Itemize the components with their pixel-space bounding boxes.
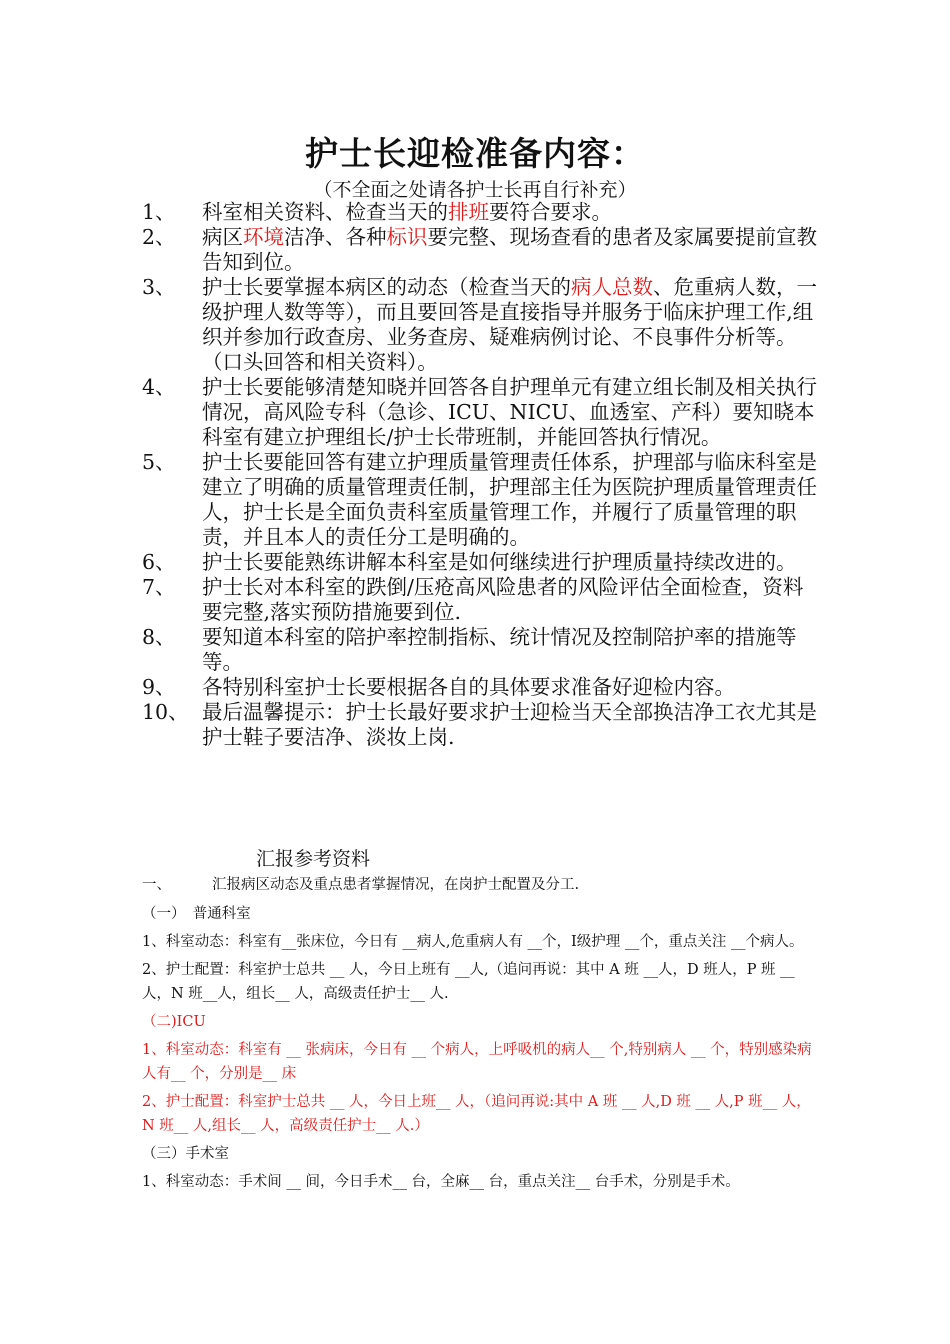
report-section-one-text: 汇报病区动态及重点患者掌握情况，在岗护士配置及分工. <box>212 877 580 893</box>
checklist-item-text: 护士长要能熟练讲解本科室是如何继续进行护理质量持续改进的。 <box>202 550 797 574</box>
icu-dynamics: 1、科室动态：科室有 __ 张病床，今日有 __ 个病人，上呼吸机的病人__ 个,特别病人 __ 个，特别感染病人有__ 个，分别是__ 床 <box>142 1042 812 1082</box>
operating-room-heading: （三）手术室 <box>142 1146 229 1162</box>
report-section-one <box>142 873 822 898</box>
checklist-item-number: 9、 <box>142 675 176 699</box>
checklist-item-number: 7、 <box>142 575 176 599</box>
icu-staffing: 2、护士配置：科室护士总共 __ 人，今日上班__ 人，（追问再说:其中 A 班 __ 人,D 班 __ 人,P 班__ 人，N 班__ 人,组长__ 人，高级责任护士__ 人.） <box>142 1094 811 1134</box>
checklist-item-text: 护士长要掌握本病区的动态（检查当天的病人总数、危重病人数，一级护理人数等等），而且要回答是直接指导并服务于临床护理工作,组织并参加行政查房、业务查房、疑难病例讨论、不良事件分析等。（口头回答和相关资料）。 <box>202 275 817 374</box>
checklist-item-text: 科室相关资料、检查当天的排班要符合要求。 <box>202 200 612 224</box>
checklist-item-number: 4、 <box>142 375 176 399</box>
checklist-item <box>142 200 822 225</box>
checklist-item-number: 10、 <box>142 700 189 724</box>
checklist-item-number: 8、 <box>142 625 176 649</box>
checklist-item <box>142 700 822 750</box>
checklist-item-number: 1、 <box>142 200 176 224</box>
checklist-item-number: 3、 <box>142 275 176 299</box>
general-dept-staffing: 2、护士配置：科室护士总共 __ 人，今日上班有 __人,（追问再说：其中 A 班 __人，D 班人，P 班 __人，N 班__人，组长__ 人，高级责任护士__ 人. <box>142 962 795 1002</box>
page-subtitle: （不全面之处请各护士长再自行补充） <box>313 179 637 201</box>
checklist-item-text: 护士长对本科室的跌倒/压疮高风险患者的风险评估全面检查，资料要完整,落实预防措施要到位. <box>202 575 804 624</box>
checklist-item-text: 最后温馨提示：护士长最好要求护士迎检当天全部换洁净工衣尤其是护士鞋子要洁净、淡妆上岗. <box>202 700 817 749</box>
checklist-item <box>142 225 822 275</box>
checklist-item-text: 要知道本科室的陪护率控制指标、统计情况及控制陪护率的措施等等。 <box>202 625 797 674</box>
report-section-one-num: 一、 <box>142 877 171 893</box>
checklist-item-text: 护士长要能够清楚知晓并回答各自护理单元有建立组长制及相关执行情况，高风险专科（急诊、ICU、NICU、血透室、产科）要知晓本科室有建立护理组长/护士长带班制，并能回答执行情况。 <box>202 375 817 449</box>
general-dept-heading: （一） 普通科室 <box>142 906 251 922</box>
page-title: 护士长迎检准备内容： <box>305 134 645 173</box>
general-dept-dynamics: 1、科室动态：科室有__张床位，今日有 __病人,危重病人有 __个，I级护理 __个，重点关注 __个病人。 <box>142 934 804 950</box>
checklist-item <box>142 625 822 675</box>
checklist-item <box>142 375 822 450</box>
checklist-item-text: 各特别科室护士长要根据各自的具体要求准备好迎检内容。 <box>202 675 735 699</box>
checklist-item <box>142 550 822 575</box>
checklist-item-text: 护士长要能回答有建立护理质量管理责任体系，护理部与临床科室是建立了明确的质量管理责任制，护理部主任为医院护理质量管理责任人，护士长是全面负责科室质量管理工作，并履行了质量管理的职责，并且本人的责任分工是明确的。 <box>202 450 817 549</box>
checklist-item <box>142 275 822 375</box>
checklist-item-number: 2、 <box>142 225 176 249</box>
icu-heading: （二)ICU <box>142 1014 206 1030</box>
checklist-item-number: 6、 <box>142 550 176 574</box>
operating-room-dynamics: 1、科室动态：手术间 __ 间，今日手术__ 台，全麻__ 台，重点关注__ 台手术，分别是手术。 <box>142 1174 740 1190</box>
report-reference-section <box>142 845 822 1194</box>
checklist-item-text: 病区环境洁净、各种标识要完整、现场查看的患者及家属要提前宣教告知到位。 <box>202 225 817 274</box>
report-title: 汇报参考资料 <box>256 848 371 870</box>
checklist <box>142 200 822 750</box>
checklist-item <box>142 575 822 625</box>
checklist-item <box>142 675 822 700</box>
checklist-item-number: 5、 <box>142 450 176 474</box>
checklist-item <box>142 450 822 550</box>
